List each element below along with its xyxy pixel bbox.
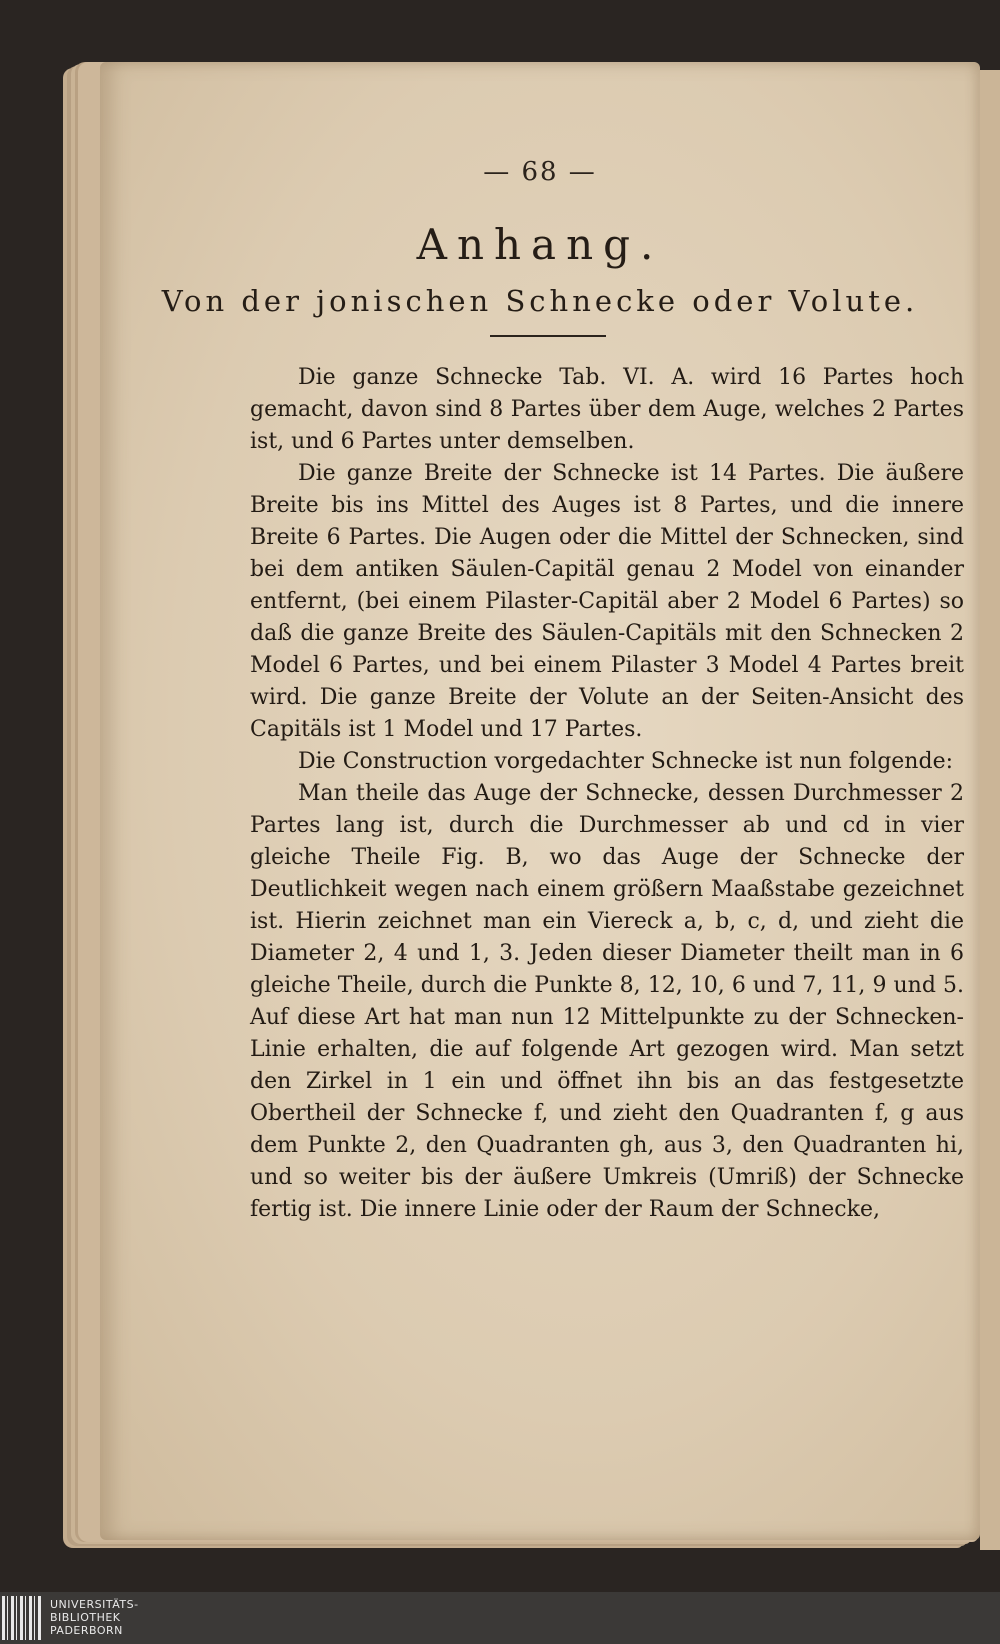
book-page [100,62,980,1540]
library-logo-icon [2,1596,42,1640]
page-number: — 68 — [483,157,597,187]
paragraph: Die ganze Breite der Schnecke ist 14 Partes. Die äußere Breite bis ins Mittel des Auges ist 8 Partes, und die innere Breite 6 Partes. Die Augen oder die Mittel der Schnecken, sind bei dem antiken Säulen-Capitäl genau 2 Model von einander entfernt, (bei einem Pilaster-Capitäl aber 2 Model 6 Partes) so daß die ganze Breite des Säulen-Capitäls mit den Schnecken 2 Model 6 Partes, und bei einem Pilaster 3 Model 4 Partes breit wird. Die ganze Breite der Volute an der Seiten-Ansicht des Capitäls ist 1 Model und 17 Partes. [250,461,964,742]
paragraph: Die Construction vorgedachter Schnecke ist nun folgende: [298,749,953,774]
chapter-subheading: Von der jonischen Schnecke oder Volute. [161,284,919,318]
next-page-edge [980,70,1000,1550]
paragraph: Die ganze Schnecke Tab. VI. A. wird 16 Partes hoch gemacht, davon sind 8 Partes über dem Auge, welches 2 Partes ist, und 6 Partes unter demselben. [250,365,964,454]
paragraph: Man theile das Auge der Schnecke, dessen Durchmesser 2 Partes lang ist, durch die Durchmesser ab und cd in vier gleiche Theile Fig. B, wo das Auge der Schnecke der Deutlichkeit wegen nach einem größern Maaßstabe gezeichnet ist. Hierin zeichnet man ein Viereck a, b, c, d, und zieht die Diameter 2, 4 und 1, 3. Jeden dieser Diameter theilt man in 6 gleiche Theile, durch die Punkte 8, 12, 10, 6 und 7, 11, 9 und 5. Auf diese Art hat man nun 12 Mittelpunkte zu der Schnecken-Linie erhalten, die auf folgende Art gezogen wird. Man setzt den Zirkel in 1 ein und öffnet ihn bis an das festgesetzte Obertheil der Schnecke f, und zieht den Quadranten f, g aus dem Punkte 2, den Quadranten gh, aus 3, den Quadranten hi, und so weiter bis der äußere Umkreis (Umriß) der Schnecke fertig ist. Die innere Linie oder der Raum der Schnecke, [250,781,964,1222]
library-name: UNIVERSITÄTS- BIBLIOTHEK PADERBORN [50,1598,139,1637]
chapter-heading: Anhang. [416,220,664,269]
heading-rule [490,335,606,337]
library-footer [0,1592,1000,1644]
body-text [250,362,964,1226]
